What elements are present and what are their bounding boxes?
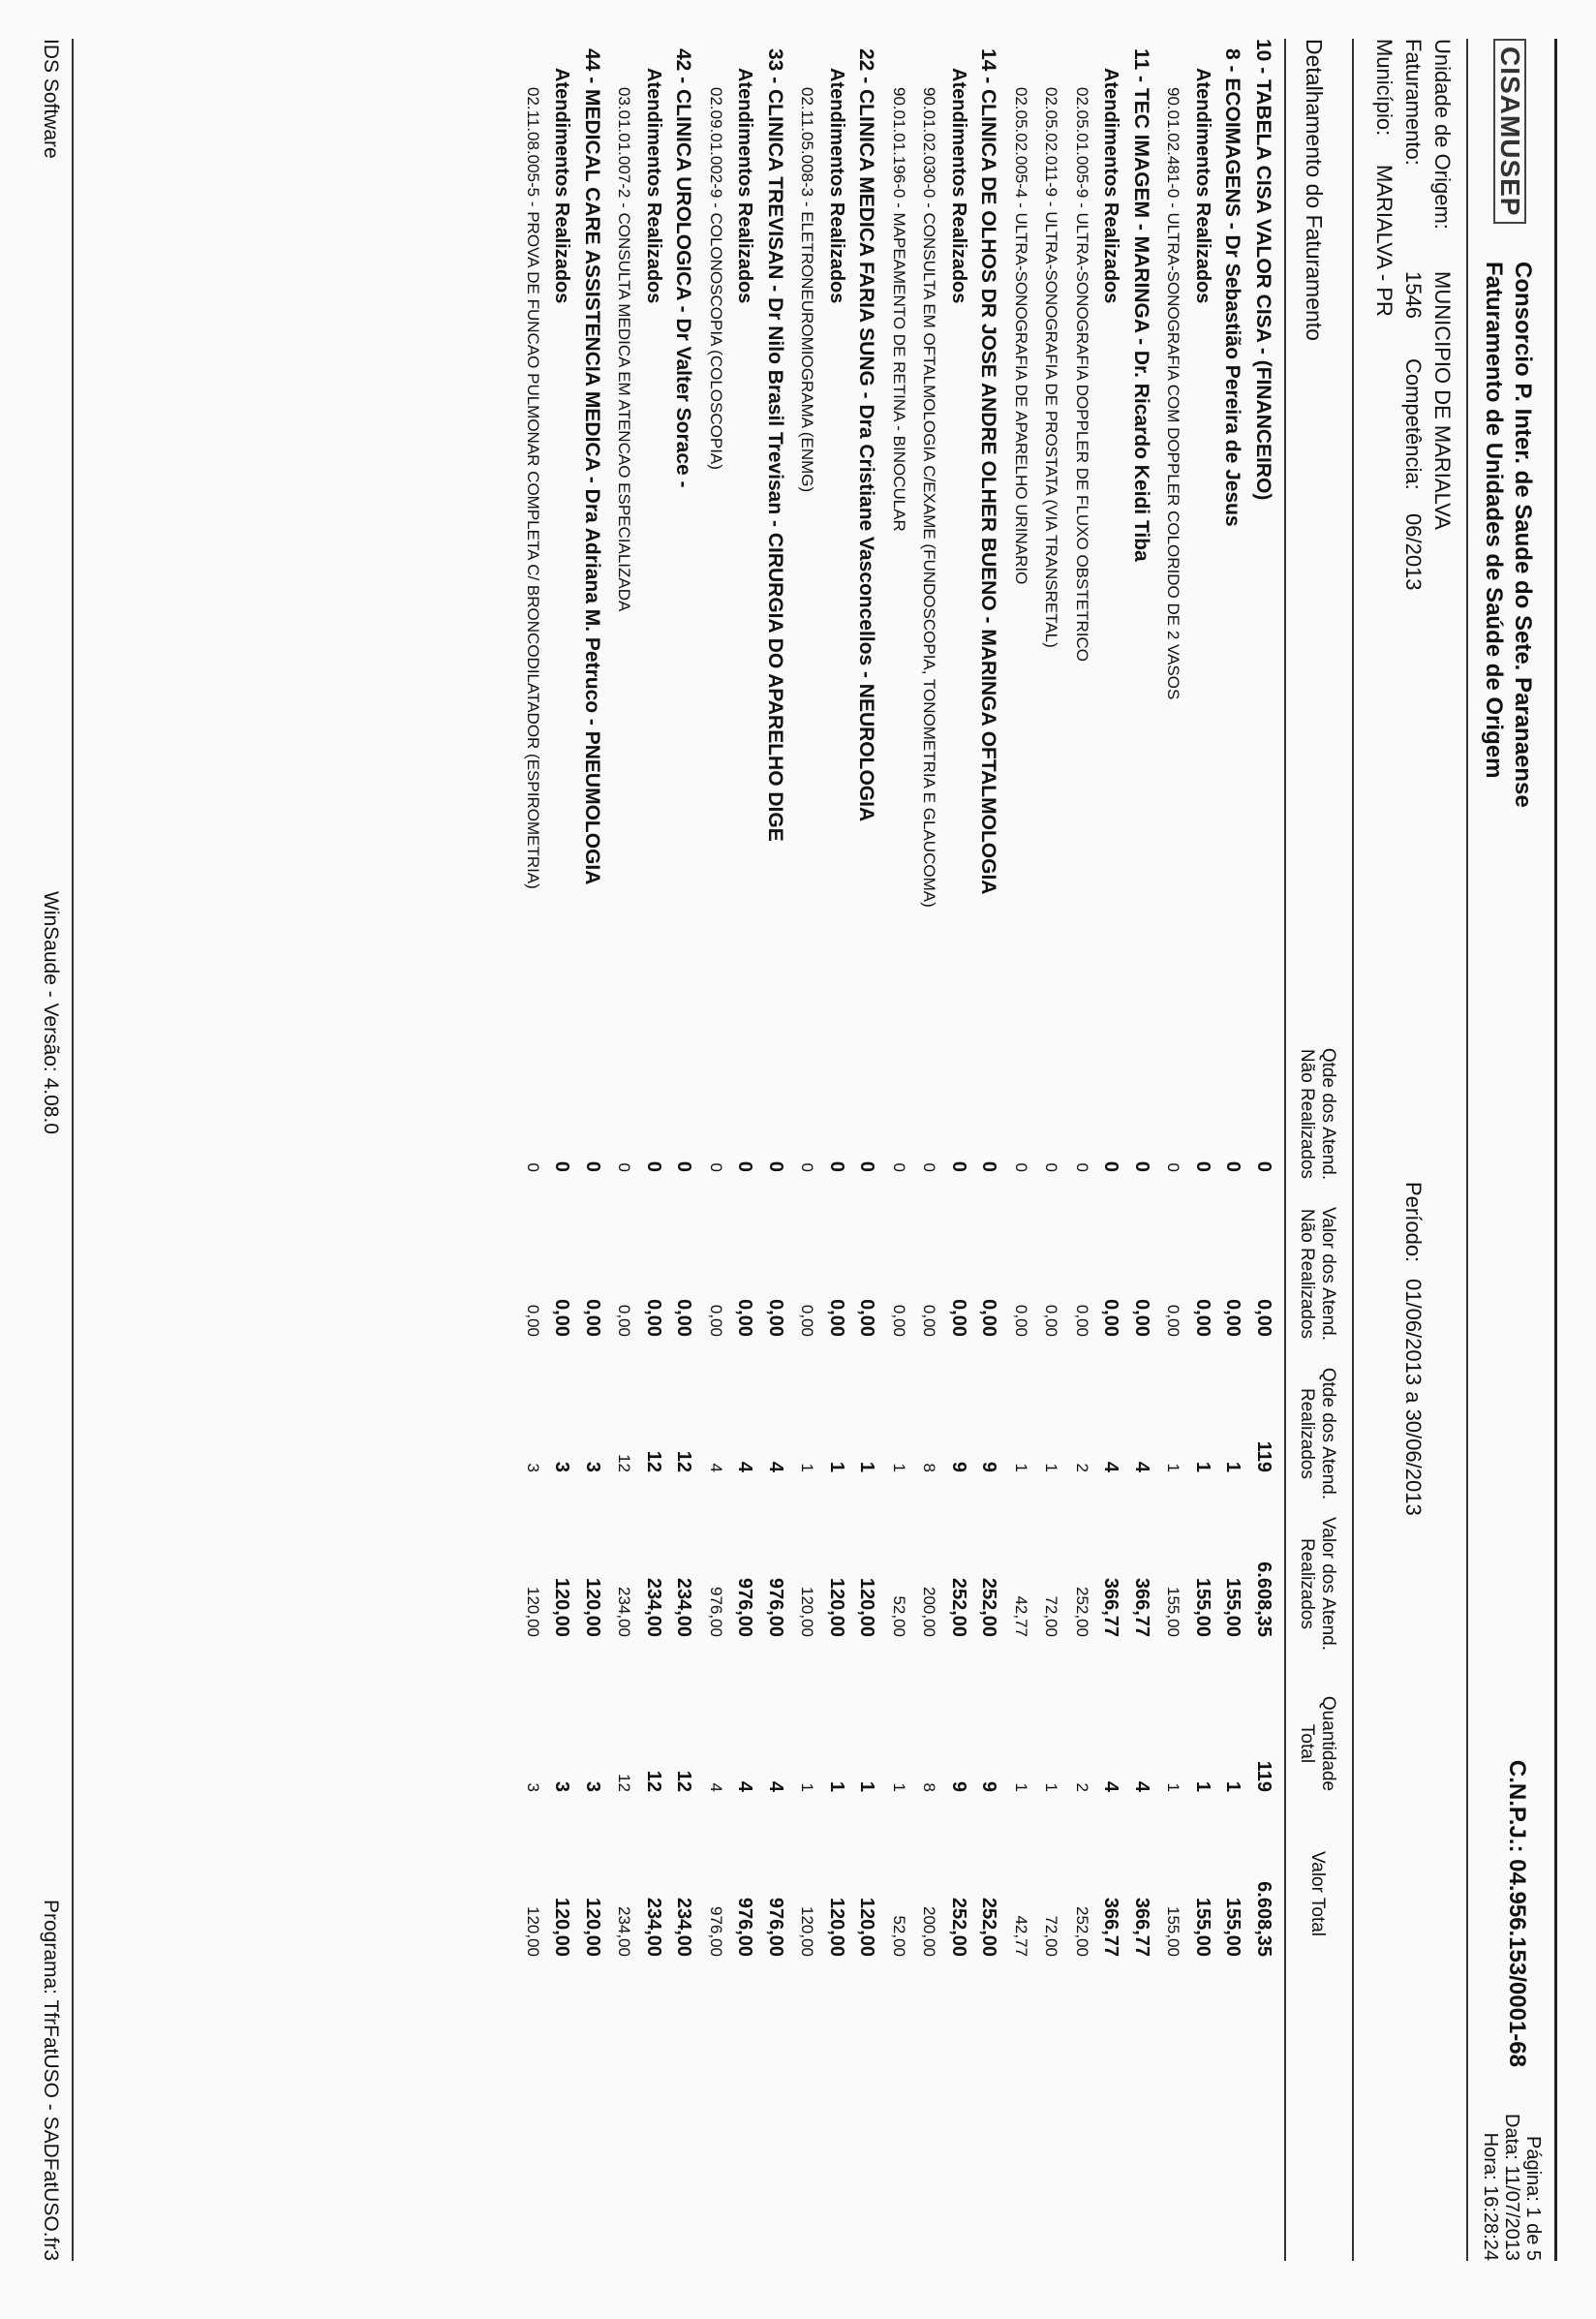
report-title: Faturamento de Unidades de Saúde de Origem	[1481, 262, 1507, 779]
cnpj: C.N.P.J.: 04.956.153/0001-68	[1504, 1759, 1530, 2067]
cell-qn: 0	[798, 1162, 817, 1172]
cell-vt: 155,00	[1222, 1897, 1244, 1957]
cell-qt: 4	[1131, 1780, 1152, 1792]
cell-vr: 120,00	[582, 1577, 603, 1637]
cell-vr: 120,00	[798, 1587, 817, 1637]
top-rule	[1554, 39, 1557, 2261]
cell-vt: 42,77	[1012, 1915, 1030, 1957]
cell-vn: 0,00	[1192, 1299, 1213, 1337]
cell-vr: 155,00	[1192, 1577, 1213, 1637]
row-label: Atendimentos Realizados	[948, 68, 969, 304]
cell-vr: 252,00	[978, 1577, 1000, 1637]
row-label: 02.05.02.005-4 - ULTRA-SONOGRAFIA DE APARELHO URINARIO	[1012, 87, 1030, 585]
row-label: 44 - MEDICAL CARE ASSISTENCIA MEDICA - Dra Adriana M. Petruco - PNEUMOLOGIA	[581, 48, 603, 885]
cell-qr: 9	[978, 1461, 1000, 1472]
cell-qn: 0	[551, 1160, 573, 1172]
org-name: Consorcio P. Inter. de Saude do Sete. Paranaense	[1510, 262, 1536, 808]
cell-qn: 0	[1222, 1160, 1244, 1172]
cell-qr: 9	[948, 1461, 969, 1472]
cell-qr: 1	[1222, 1461, 1244, 1472]
cell-vn: 0,00	[673, 1299, 695, 1337]
cell-vt: 120,00	[551, 1897, 573, 1957]
cell-vt: 366,77	[1100, 1897, 1122, 1957]
table-header-rule	[1284, 39, 1286, 2261]
cell-qr: 1	[1192, 1461, 1213, 1472]
cell-vn: 0,00	[707, 1304, 725, 1337]
cell-vr: 252,00	[948, 1577, 969, 1637]
cell-qr: 1	[890, 1463, 908, 1472]
cell-qr: 3	[524, 1463, 542, 1472]
info-rule	[1352, 39, 1354, 2261]
cell-qn: 0	[673, 1160, 695, 1172]
footer-software: IDS Software	[40, 39, 62, 159]
row-label: Atendimentos Realizados	[1192, 68, 1213, 304]
row-label: 90.01.02.481-0 - ULTRA-SONOGRAFIA COM DOPPLER COLORIDO DE 2 VASOS	[1164, 87, 1183, 700]
cell-vn: 0,00	[734, 1299, 756, 1337]
cell-vn: 0,00	[1164, 1304, 1183, 1337]
page-number: Página: 1 de 5	[1522, 2136, 1544, 2261]
competencia-label: Competência:	[1401, 358, 1426, 490]
row-label: 02.11.05.008-3 - ELETRONEUROMIOGRAMA (ENMG)	[798, 87, 817, 493]
cell-qn: 0	[1164, 1162, 1183, 1172]
cell-vn: 0,00	[890, 1304, 908, 1337]
row-label: 10 - TABELA CISA VALOR CISA - (FINANCEIRO)	[1252, 39, 1274, 501]
cell-qt: 12	[673, 1770, 695, 1792]
cell-vt: 155,00	[1192, 1897, 1213, 1957]
cell-vn: 0,00	[1042, 1304, 1061, 1337]
unidade-value: MUNICIPIO DE MARIALVA	[1430, 271, 1455, 530]
table-row	[635, 39, 664, 2261]
row-label: Atendimentos Realizados	[1100, 68, 1122, 304]
municipio-label: Município:	[1372, 39, 1396, 137]
cell-vt: 120,00	[798, 1906, 817, 1957]
cell-qt: 4	[707, 1782, 725, 1792]
cell-vt: 120,00	[856, 1897, 878, 1957]
table-row	[1032, 39, 1061, 2261]
cell-qt: 1	[890, 1782, 908, 1792]
periodo-label: Período:	[1401, 1182, 1426, 1263]
table-row	[1154, 39, 1183, 2261]
table-row	[1184, 39, 1213, 2261]
section-title: Detalhamento do Faturamento	[1302, 39, 1327, 341]
col-header-valor-realizados: Valor dos Atend. Realizados	[1297, 1516, 1338, 1652]
competencia-value: 06/2013	[1401, 513, 1426, 591]
cell-vr: 120,00	[826, 1577, 847, 1637]
row-label: 02.05.01.005-9 - ULTRA-SONOGRAFIA DOPPLER DE FLUXO OBSTETRICO	[1073, 87, 1091, 662]
cell-qn: 0	[1100, 1160, 1122, 1172]
col-header-valor-total: Valor Total	[1307, 1850, 1328, 1936]
cell-vn: 0,00	[582, 1299, 603, 1337]
cell-qr: 3	[551, 1461, 573, 1472]
table-row	[544, 39, 573, 2261]
cell-vr: 155,00	[1164, 1587, 1183, 1637]
cell-vn: 0,00	[551, 1299, 573, 1337]
cell-qr: 1	[1012, 1463, 1030, 1472]
cell-qr: 119	[1253, 1440, 1274, 1472]
report-sheet	[39, 39, 1557, 2261]
cell-vr: 6.608,35	[1253, 1561, 1274, 1637]
faturamento-value: 1546	[1401, 271, 1426, 319]
table-row	[1062, 39, 1091, 2261]
cell-vr: 976,00	[734, 1577, 756, 1637]
cell-qr: 4	[765, 1461, 786, 1472]
cell-vn: 0,00	[1222, 1299, 1244, 1337]
row-label: Atendimentos Realizados	[551, 68, 573, 304]
cell-qn: 0	[524, 1162, 542, 1172]
cell-vn: 0,00	[856, 1299, 878, 1337]
cell-vr: 252,00	[1073, 1587, 1091, 1637]
cell-vr: 120,00	[524, 1587, 542, 1637]
cell-qr: 1	[826, 1461, 847, 1472]
row-label: 42 - CLINICA UROLOGICA - Dr Valter Sorace -	[672, 48, 695, 488]
cell-qn: 0	[1131, 1160, 1152, 1172]
cell-qt: 12	[643, 1770, 664, 1792]
cell-qn: 0	[643, 1160, 664, 1172]
cell-vt: 52,00	[890, 1915, 908, 1957]
row-label: 03.01.01.007-2 - CONSULTA MEDICA EM ATENCAO ESPECIALIZADA	[615, 87, 634, 612]
cisamusep-logo: CISAMUSEP	[1493, 39, 1526, 224]
cell-qn: 0	[826, 1160, 847, 1172]
cell-vt: 976,00	[734, 1897, 756, 1957]
cell-vr: 366,77	[1131, 1577, 1152, 1637]
cell-qr: 4	[734, 1461, 756, 1472]
cell-vr: 976,00	[765, 1577, 786, 1637]
cell-qt: 8	[920, 1782, 939, 1792]
municipio-value: MARIALVA - PR	[1372, 165, 1396, 317]
row-label: 02.09.01.002-9 - COLONOSCOPIA (COLOSCOPIA)	[707, 87, 725, 470]
table-row	[757, 39, 786, 2261]
cell-qt: 1	[1164, 1782, 1183, 1792]
cell-vn: 0,00	[643, 1299, 664, 1337]
cell-qn: 0	[978, 1160, 1000, 1172]
cell-vn: 0,00	[1100, 1299, 1122, 1337]
cell-vt: 155,00	[1164, 1906, 1183, 1957]
table-row	[666, 39, 695, 2261]
row-label: 33 - CLINICA TREVISAN - Dr Nilo Brasil Trevisan - CIRURGIA DO APARELHO DIGE	[764, 48, 786, 842]
cell-qn: 0	[1012, 1162, 1030, 1172]
table-row	[513, 39, 542, 2261]
cell-vt: 366,77	[1131, 1897, 1152, 1957]
cell-qt: 3	[551, 1780, 573, 1792]
table-row	[574, 39, 603, 2261]
row-label: 02.11.08.005-5 - PROVA DE FUNCAO PULMONAR COMPLETA C/ BRONCODILATADOR (ESPIROMETRIA)	[524, 87, 542, 889]
cell-vt: 234,00	[673, 1897, 695, 1957]
cell-vt: 252,00	[1073, 1906, 1091, 1957]
cell-qn: 0	[948, 1160, 969, 1172]
table-row	[1001, 39, 1030, 2261]
faturamento-label: Faturamento:	[1401, 39, 1426, 166]
cell-qr: 12	[643, 1450, 664, 1472]
cell-qn: 0	[920, 1162, 939, 1172]
table-row	[696, 39, 725, 2261]
col-header-qtde-realizados: Qtde dos Atend. Realizados	[1297, 1367, 1338, 1500]
row-label: Atendimentos Realizados	[734, 68, 756, 304]
cell-vr: 976,00	[707, 1587, 725, 1637]
cell-vn: 0,00	[1012, 1304, 1030, 1337]
cell-vr: 42,77	[1012, 1595, 1030, 1637]
cell-qn: 0	[1192, 1160, 1213, 1172]
report-date: Data: 11/07/2013	[1501, 2114, 1522, 2261]
cell-vt: 234,00	[615, 1906, 634, 1957]
cell-vt: 252,00	[948, 1897, 969, 1957]
cell-vn: 0,00	[948, 1299, 969, 1337]
cell-qt: 4	[765, 1780, 786, 1792]
footer-version: WinSaude - Versão: 4.08.0	[40, 891, 62, 1134]
row-label: 11 - TEC IMAGEM - MARINGA - Dr. Ricardo Keidi Tiba	[1130, 48, 1152, 562]
cell-qt: 4	[1100, 1780, 1122, 1792]
cell-qn: 0	[582, 1160, 603, 1172]
unidade-label: Unidade de Origem:	[1430, 39, 1455, 230]
cell-qt: 119	[1253, 1760, 1274, 1792]
cell-qr: 4	[1100, 1461, 1122, 1472]
col-header-quantidade-total: Quantidade Total	[1297, 1695, 1338, 1792]
cell-vn: 0,00	[765, 1299, 786, 1337]
cell-vr: 52,00	[890, 1595, 908, 1637]
cell-qr: 3	[582, 1461, 603, 1472]
cell-vr: 234,00	[615, 1587, 634, 1637]
cell-qr: 1	[856, 1461, 878, 1472]
cell-qt: 1	[1222, 1780, 1244, 1792]
cell-vr: 120,00	[856, 1577, 878, 1637]
cell-qr: 1	[1042, 1463, 1061, 1472]
cell-vn: 0,00	[1073, 1304, 1091, 1337]
cell-qn: 0	[856, 1160, 878, 1172]
cell-qr: 1	[1164, 1463, 1183, 1472]
cell-qt: 1	[1192, 1780, 1213, 1792]
cell-vr: 366,77	[1100, 1577, 1122, 1637]
row-label: 22 - CLINICA MEDICA FARIA SUNG - Dra Cristiane Vasconcellos - NEUROLOGIA	[855, 48, 878, 822]
row-label: 8 - ECOIMAGENS - Dr Sebastião Pereira de Jesus	[1221, 48, 1244, 527]
table-row	[1215, 39, 1244, 2261]
cell-qt: 3	[524, 1782, 542, 1792]
cell-qn: 0	[707, 1162, 725, 1172]
cell-vn: 0,00	[1131, 1299, 1152, 1337]
cell-vr: 72,00	[1042, 1595, 1061, 1637]
periodo-value: 01/06/2013 a 30/06/2013	[1401, 1279, 1426, 1516]
table-row	[940, 39, 969, 2261]
cell-vt: 234,00	[643, 1897, 664, 1957]
cell-vn: 0,00	[920, 1304, 939, 1337]
cell-vt: 120,00	[826, 1897, 847, 1957]
cell-qt: 1	[798, 1782, 817, 1792]
cell-vt: 72,00	[1042, 1915, 1061, 1957]
cell-qr: 2	[1073, 1463, 1091, 1472]
table-row	[971, 39, 1000, 2261]
footer-program: Programa: TfrFatUSO - SADFatUSO.fr3	[40, 1899, 62, 2261]
table-row	[788, 39, 817, 2261]
cell-vt: 200,00	[920, 1906, 939, 1957]
cell-vn: 0,00	[798, 1304, 817, 1337]
cell-qr: 12	[673, 1450, 695, 1472]
cell-vt: 976,00	[707, 1906, 725, 1957]
table-row	[879, 39, 908, 2261]
col-header-valor-nao-realizados: Valor dos Atend. Não Realizados	[1297, 1206, 1338, 1342]
cell-qn: 0	[1253, 1160, 1274, 1172]
cell-qt: 1	[826, 1780, 847, 1792]
col-header-qtde-nao-realizados: Qtde dos Atend. Não Realizados	[1297, 1047, 1338, 1181]
row-label: 02.05.02.011-9 - ULTRA-SONOGRAFIA DE PROSTATA (VIA TRANSRETAL)	[1042, 87, 1061, 648]
cell-qt: 4	[734, 1780, 756, 1792]
cell-qt: 9	[978, 1780, 1000, 1792]
cell-vn: 0,00	[978, 1299, 1000, 1337]
cell-vt: 6.608,35	[1253, 1881, 1274, 1957]
cell-vr: 120,00	[551, 1577, 573, 1637]
cell-vn: 0,00	[615, 1304, 634, 1337]
cell-qt: 9	[948, 1780, 969, 1792]
cell-vr: 234,00	[643, 1577, 664, 1637]
row-label: Atendimentos Realizados	[643, 68, 664, 304]
cell-vr: 200,00	[920, 1587, 939, 1637]
cell-qn: 0	[1042, 1162, 1061, 1172]
cell-qn: 0	[734, 1160, 756, 1172]
cell-vn: 0,00	[826, 1299, 847, 1337]
cell-vt: 252,00	[978, 1897, 1000, 1957]
cell-qt: 1	[1012, 1782, 1030, 1792]
report-time: Hora: 16:28:24	[1480, 2132, 1501, 2261]
cell-vr: 155,00	[1222, 1577, 1244, 1637]
cell-qt: 12	[615, 1774, 634, 1792]
cell-vt: 976,00	[765, 1897, 786, 1957]
cell-qr: 4	[1131, 1461, 1152, 1472]
cell-qt: 2	[1073, 1782, 1091, 1792]
cell-qr: 8	[920, 1463, 939, 1472]
cell-qr: 4	[707, 1463, 725, 1472]
table-row	[605, 39, 634, 2261]
cell-qt: 3	[582, 1780, 603, 1792]
cell-qn: 0	[1073, 1162, 1091, 1172]
row-label: Atendimentos Realizados	[826, 68, 847, 304]
footer-rule	[72, 39, 74, 2261]
header-rule	[1466, 39, 1468, 2261]
cell-qn: 0	[615, 1162, 634, 1172]
table-row	[818, 39, 847, 2261]
row-label: 90.01.02.030-0 - CONSULTA EM OFTALMOLOGIA C/EXAME (FUNDOSCOPIA, TONOMETRIA E GLAUCOMA)	[920, 87, 939, 908]
row-label: 14 - CLINICA DE OLHOS DR JOSE ANDRE OLHER BUENO - MARINGA OFTALMOLOGIA	[977, 48, 1000, 895]
table-row	[1123, 39, 1152, 2261]
cell-qn: 0	[765, 1160, 786, 1172]
cell-vt: 120,00	[582, 1897, 603, 1957]
cell-qn: 0	[890, 1162, 908, 1172]
cell-vt: 120,00	[524, 1906, 542, 1957]
table-row	[1245, 39, 1274, 2261]
cell-vr: 234,00	[673, 1577, 695, 1637]
cell-qt: 1	[1042, 1782, 1061, 1792]
cell-vn: 0,00	[1253, 1299, 1274, 1337]
cell-qr: 12	[615, 1454, 634, 1472]
cell-vn: 0,00	[524, 1304, 542, 1337]
table-row	[910, 39, 939, 2261]
table-row	[849, 39, 878, 2261]
cell-qt: 1	[856, 1780, 878, 1792]
row-label: 90.01.01.196-0 - MAPEAMENTO DE RETINA - BINOCULAR	[890, 87, 908, 532]
cell-qr: 1	[798, 1463, 817, 1472]
table-row	[1093, 39, 1122, 2261]
table-row	[727, 39, 756, 2261]
